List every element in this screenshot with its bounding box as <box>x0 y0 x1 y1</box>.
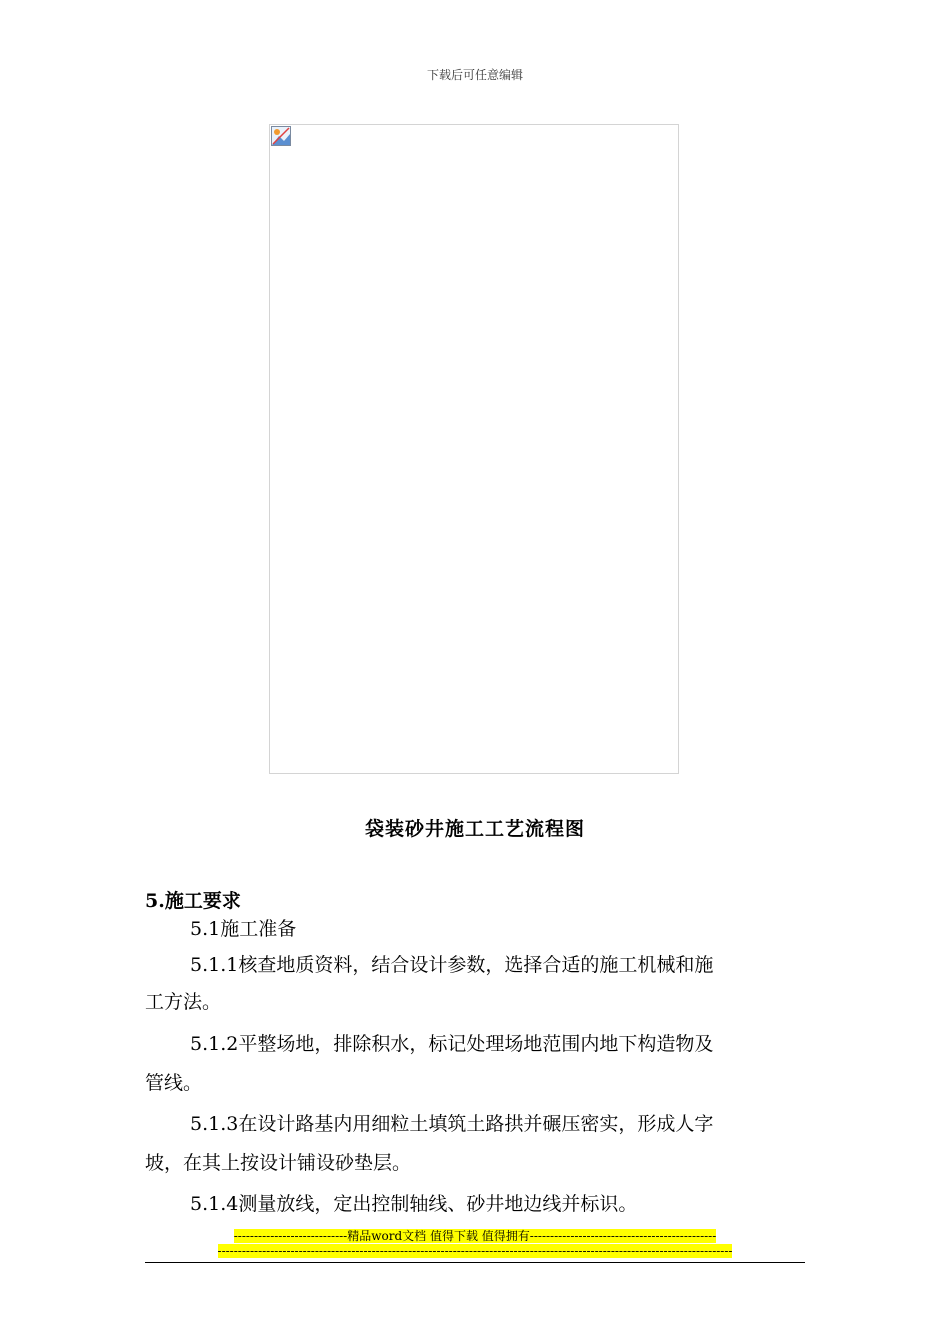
paragraph-line: 工方法。 <box>145 991 222 1013</box>
flowchart-image-placeholder <box>269 124 679 774</box>
paragraph-line: 5.1.4测量放线，定出控制轴线、砂井地边线并标识。 <box>190 1193 638 1215</box>
broken-image-icon <box>271 126 291 146</box>
page-header-note: 下载后可任意编辑 <box>426 68 523 82</box>
figure-caption: 袋装砂井施工工艺流程图 <box>364 818 585 840</box>
paragraph-line: 管线。 <box>145 1072 203 1094</box>
subsection-heading: 5.1施工准备 <box>190 918 297 940</box>
paragraph-line: 5.1.1核查地质资料，结合设计参数，选择合适的施工机械和施 <box>190 954 714 976</box>
paragraph-line: 5.1.3在设计路基内用细粒土填筑土路拱并碾压密实，形成人字 <box>190 1113 714 1135</box>
footer-banner-line: ----------------------------精品word文档 值得下载 值得拥有---------------------------------------------- <box>233 1229 717 1243</box>
footer-banner <box>0 1229 950 1259</box>
paragraph-line: 5.1.2平整场地，排除积水，标记处理场地范围内地下构造物及 <box>190 1033 714 1055</box>
footer-banner-line: ------------------------------------------------------------------------------------------------------------------------------- <box>217 1244 733 1258</box>
paragraph-line: 坡，在其上按设计铺设砂垫层。 <box>145 1152 412 1174</box>
section-heading: 5.施工要求 <box>145 890 241 912</box>
footer-rule <box>145 1262 805 1263</box>
